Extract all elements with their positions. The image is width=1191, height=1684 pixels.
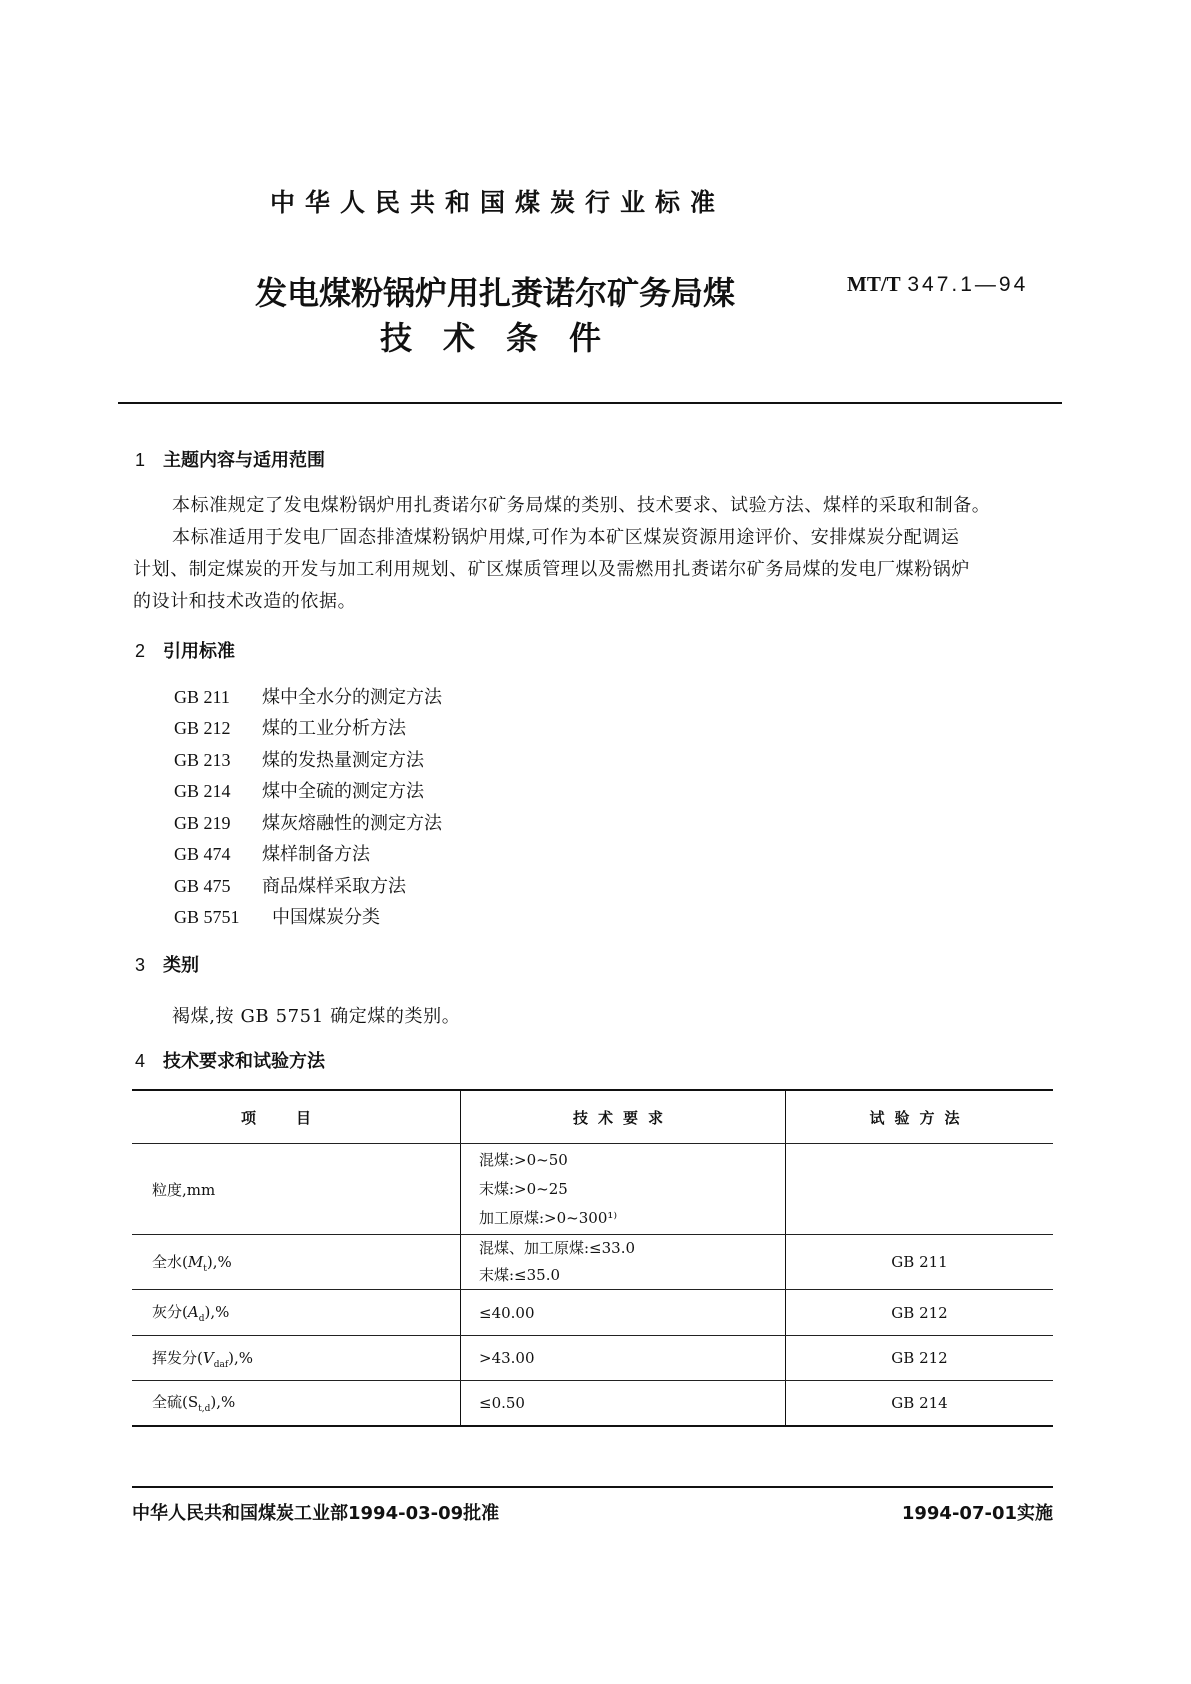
requirements-cell	[461, 1144, 786, 1235]
section-3-paragraph: 褐煤,按 GB 5751 确定煤的类别。	[172, 1006, 461, 1027]
reference-code: GB 219	[174, 813, 231, 833]
reference-name: 商品煤样采取方法	[262, 876, 406, 897]
requirement-line: 混煤:>0~50	[479, 1150, 568, 1169]
reference-item	[174, 809, 442, 835]
item-label: 全水(	[152, 1252, 188, 1271]
item-unit: ),%	[204, 1303, 230, 1321]
table-row	[132, 1235, 1053, 1290]
requirement-line: 末煤:>0~25	[479, 1179, 568, 1198]
method-cell: GB 212	[786, 1290, 1054, 1336]
reference-code: GB 212	[174, 718, 231, 738]
section-title: 引用标准	[163, 641, 235, 662]
item-unit: ),%	[206, 1252, 232, 1271]
reference-code: GB 475	[174, 876, 231, 896]
column-header-requirements: 技术要求	[461, 1090, 786, 1144]
requirements-cell: >43.00	[461, 1336, 786, 1381]
section-1-paragraph-2: 本标准适用于发电厂固态排渣煤粉锅炉用煤,可作为本矿区煤炭资源用途评价、安排煤炭分配调运	[172, 527, 960, 548]
section-number: 4	[135, 1051, 146, 1071]
reference-name: 煤样制备方法	[262, 844, 370, 865]
reference-name: 煤中全水分的测定方法	[262, 687, 442, 708]
section-1-heading	[135, 446, 325, 472]
item-cell	[132, 1290, 461, 1336]
method-cell: GB 211	[786, 1235, 1054, 1290]
item-label: 挥发分(	[152, 1348, 203, 1367]
section-1-paragraph-1: 本标准规定了发电煤粉锅炉用扎赉诺尔矿务局煤的类别、技术要求、试验方法、煤样的采取和制备。	[172, 495, 991, 516]
standard-body-heading: 中华人民共和国煤炭行业标准	[270, 188, 726, 217]
section-number: 1	[135, 450, 146, 470]
reference-item	[174, 903, 380, 929]
item-subscript: t,d	[198, 1404, 211, 1415]
table-row	[132, 1144, 1053, 1235]
item-unit: ),%	[210, 1393, 236, 1412]
requirement-line: 末煤:≤35.0	[479, 1266, 561, 1284]
reference-item	[174, 683, 442, 709]
item-cell	[132, 1336, 461, 1381]
item-subscript: d	[198, 1314, 205, 1324]
section-title: 技术要求和试验方法	[163, 1051, 325, 1072]
reference-item	[174, 714, 406, 740]
section-4-heading	[135, 1047, 325, 1073]
section-number: 2	[135, 641, 146, 661]
reference-name: 煤的工业分析方法	[262, 718, 406, 739]
item-symbol: A	[187, 1303, 199, 1321]
item-cell	[132, 1381, 461, 1426]
item-label: 灰分(	[152, 1303, 188, 1321]
column-header-item: 项目	[132, 1090, 461, 1144]
method-cell: GB 212	[786, 1336, 1054, 1381]
section-1-paragraph-2-cont: 计划、制定煤炭的开发与加工利用规划、矿区煤质管理以及需燃用扎赉诺尔矿务局煤的发电厂煤粉锅炉	[133, 559, 970, 580]
reference-code: GB 213	[174, 750, 231, 770]
reference-name: 煤的发热量测定方法	[262, 750, 424, 771]
footer-divider	[132, 1486, 1053, 1488]
item-subscript: daf	[213, 1359, 229, 1370]
item-symbol: S	[187, 1393, 199, 1412]
method-cell: GB 214	[786, 1381, 1054, 1426]
header-divider	[118, 402, 1062, 404]
table-header-row	[132, 1090, 1053, 1144]
reference-name: 煤中全硫的测定方法	[262, 781, 424, 802]
effective-date: 1994-07-01实施	[901, 1503, 1053, 1524]
requirement-line: 加工原煤:>0~300¹⁾	[479, 1208, 618, 1227]
reference-code: GB 211	[174, 687, 230, 707]
section-2-heading	[135, 637, 235, 663]
requirements-cell: ≤0.50	[461, 1381, 786, 1426]
table-row	[132, 1381, 1053, 1426]
reference-name: 煤灰熔融性的测定方法	[262, 813, 442, 834]
item-subscript: t	[203, 1263, 207, 1274]
method-cell	[786, 1144, 1054, 1235]
item-symbol: V	[202, 1348, 214, 1367]
standard-code-number: 347.1—94	[907, 273, 1029, 296]
reference-code: GB 214	[174, 781, 231, 801]
table-row	[132, 1290, 1053, 1336]
table-row	[132, 1336, 1053, 1381]
reference-item	[174, 777, 424, 803]
item-cell: 粒度,mm	[132, 1144, 461, 1235]
reference-name: 中国煤炭分类	[272, 907, 380, 928]
section-1-paragraph-2-end: 的设计和技术改造的依据。	[133, 591, 357, 612]
standard-code-prefix: MT/T	[847, 272, 901, 296]
item-symbol: M	[187, 1252, 204, 1271]
requirement-line: 混煤、加工原煤:≤33.0	[479, 1239, 636, 1257]
reference-item	[174, 746, 424, 772]
section-number: 3	[135, 955, 146, 975]
section-title: 类别	[163, 955, 199, 976]
requirements-cell	[461, 1235, 786, 1290]
document-title-line1: 发电煤粉锅炉用扎赉诺尔矿务局煤	[255, 274, 736, 312]
reference-item	[174, 872, 406, 898]
reference-item	[174, 840, 370, 866]
approval-date: 中华人民共和国煤炭工业部1994-03-09批准	[132, 1503, 500, 1524]
requirements-cell: ≤40.00	[461, 1290, 786, 1336]
item-label: 全硫(	[152, 1393, 188, 1412]
reference-code: GB 474	[174, 844, 231, 864]
technical-requirements-table	[132, 1089, 1053, 1427]
section-3-heading	[135, 951, 199, 977]
item-unit: ),%	[228, 1348, 254, 1367]
standard-code	[847, 272, 1028, 297]
reference-code: GB 5751	[174, 907, 240, 927]
column-header-method: 试验方法	[786, 1090, 1054, 1144]
section-title: 主题内容与适用范围	[163, 450, 325, 471]
document-title-line2: 技术条件	[380, 319, 633, 357]
item-cell	[132, 1235, 461, 1290]
